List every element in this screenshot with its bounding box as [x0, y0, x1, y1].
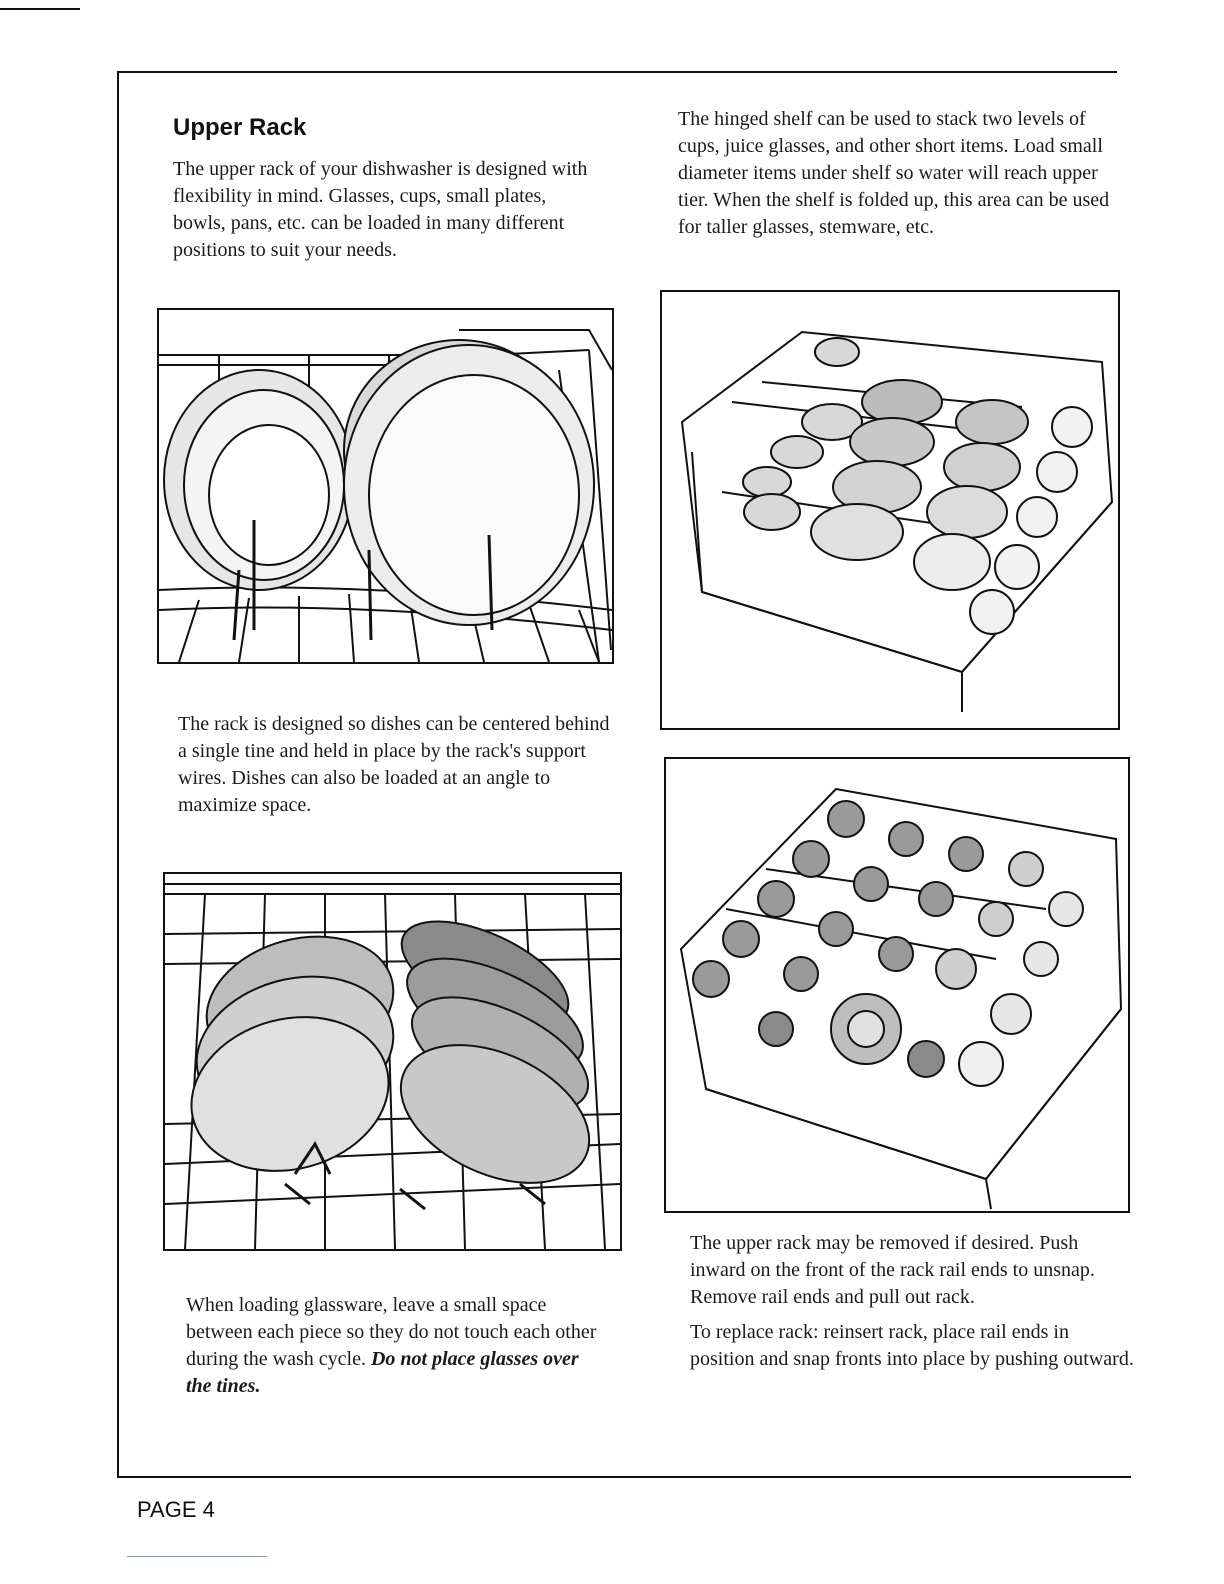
removal-paragraph: The upper rack may be removed if desired. Push inward on the front of the rack rail ends to unsnap. Remove rail ends and pull out rack.: [690, 1232, 1095, 1308]
intro-text: [173, 156, 593, 272]
glassware-note: When loading glassware, leave a small space between each piece so they do not touch each other during the wash cycle.: [186, 1294, 597, 1370]
corner-mark: [0, 8, 80, 10]
intro-paragraph: The upper rack of your dishwasher is designed with flexibility in mind. Glasses, cups, small plates, bowls, pans, etc. can be loaded in many different positions to suit your needs.: [173, 158, 588, 261]
plates-in-rack-illustration: [157, 308, 614, 664]
plates-rack-svg: [159, 310, 612, 662]
loaded-rack-svg: [662, 292, 1118, 728]
loaded-rack-bowls-cups-illustration: [660, 290, 1120, 730]
glassware-rack-illustration: [664, 757, 1130, 1213]
glassware-paragraph: [186, 1292, 606, 1400]
rack-design-text: [178, 711, 618, 827]
replace-paragraph: To replace rack: reinsert rack, place rail ends in position and snap fronts into place by pushing outward.: [690, 1321, 1134, 1370]
glassware-text: [186, 1292, 606, 1408]
section-heading: Upper Rack: [173, 114, 307, 141]
rack-design-paragraph: The rack is designed so dishes can be centered behind a single tine and held in place by the rack's support wires. Dishes can also be loaded at an angle to maximize space.: [178, 713, 610, 816]
hinged-shelf-text: [678, 106, 1118, 249]
hinged-shelf-paragraph: The hinged shelf can be used to stack two levels of cups, juice glasses, and other short items. Load small diameter items under shelf so water will reach upper tier. When the shelf is folded up, this area can be used for taller glasses, stemware, etc.: [678, 108, 1110, 238]
left-rule: [117, 71, 119, 1478]
angled-dishes-svg: [165, 874, 620, 1249]
removal-text: [690, 1230, 1135, 1381]
glassware-rack-svg: [666, 759, 1128, 1211]
angled-dishes-illustration: [163, 872, 622, 1251]
bottom-rule: [117, 1476, 1131, 1478]
top-rule: [117, 71, 1117, 73]
bottom-mark: [127, 1556, 267, 1557]
page-number: PAGE 4: [137, 1497, 215, 1522]
glassware-warning: Do not place glasses over the tines.: [186, 1348, 579, 1397]
